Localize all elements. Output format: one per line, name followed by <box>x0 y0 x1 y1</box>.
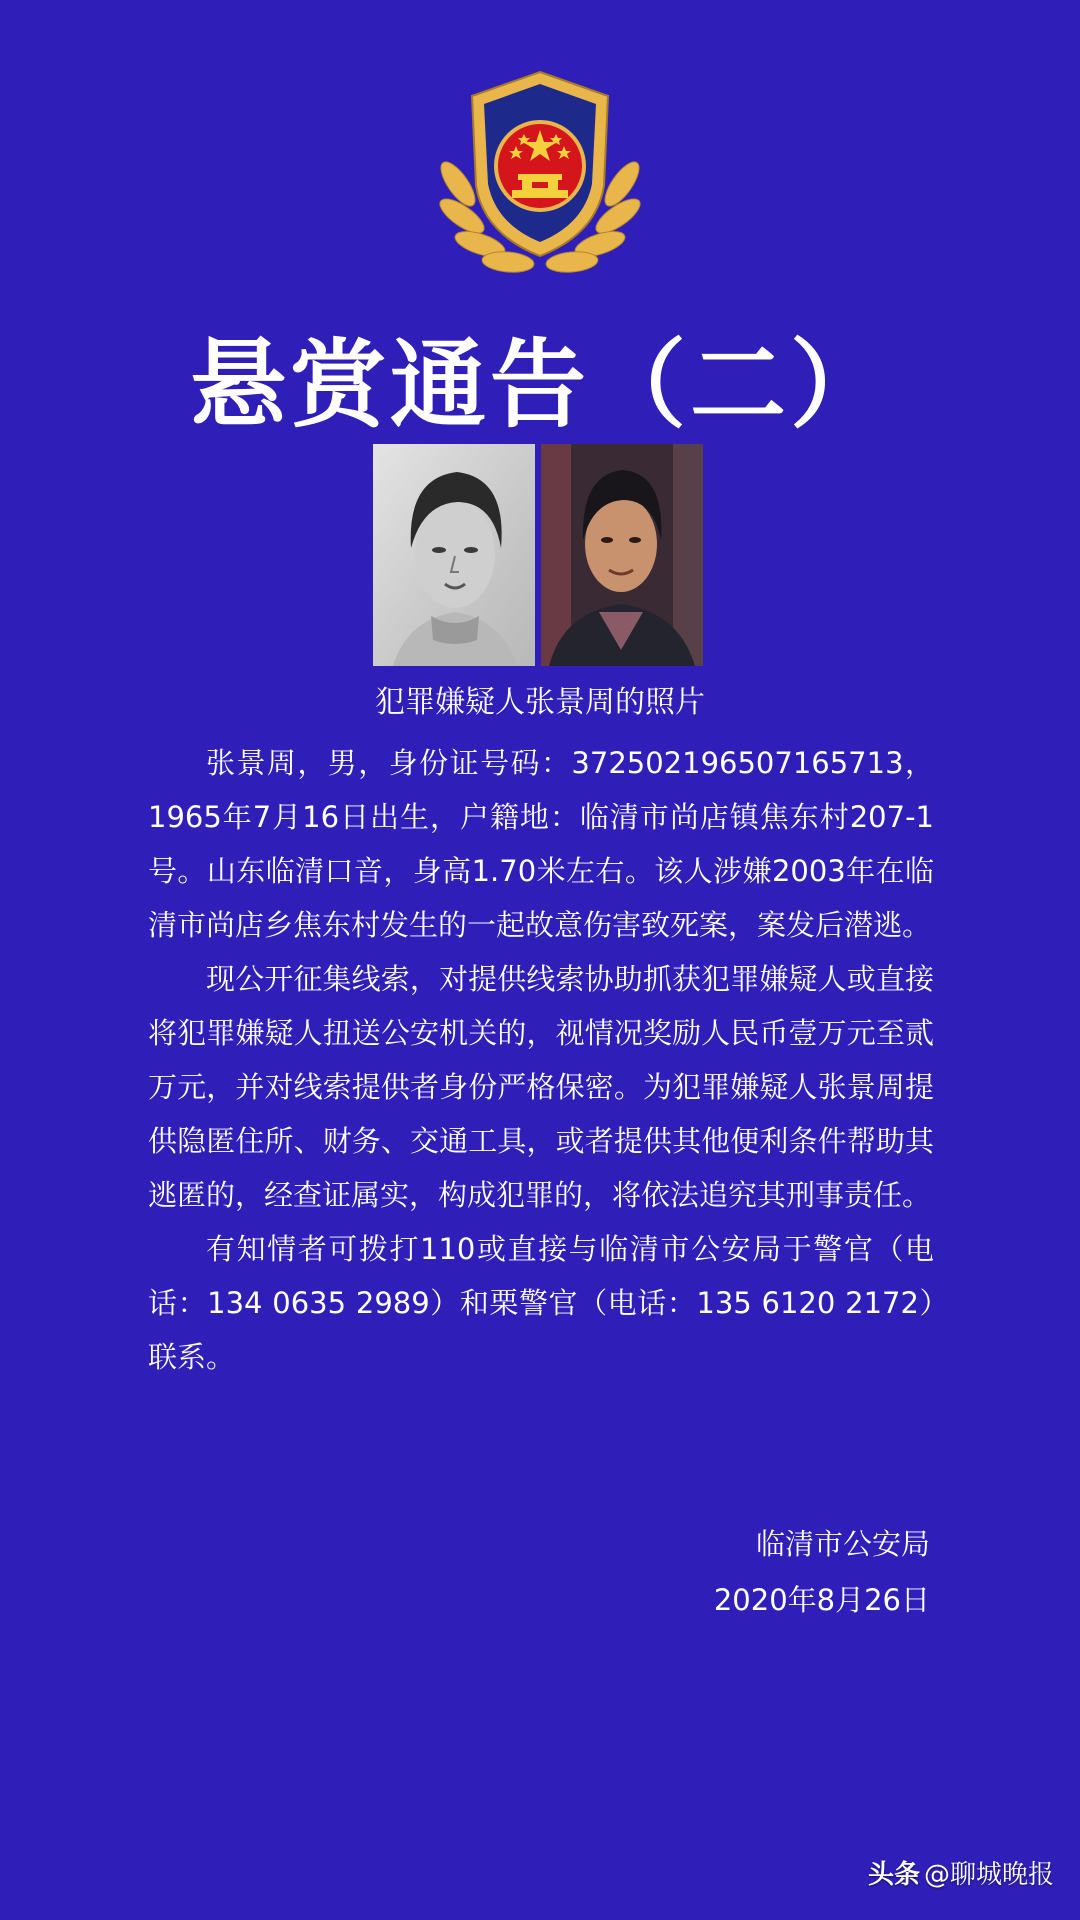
issuer-name: 临清市公安局 <box>755 1527 930 1561</box>
notice-title: 悬赏通告（二） <box>190 328 890 441</box>
signature-block <box>714 1516 930 1628</box>
photo-caption: 犯罪嫌疑人张景周的照片 <box>375 685 705 720</box>
source-watermark <box>868 1858 1054 1892</box>
watermark-brand: 头条 <box>867 1860 920 1890</box>
suspect-portrait-bw <box>373 444 535 666</box>
paragraph-suspect-info: 张景周，男，身份证号码：372502196507165713，1965年7月16日出生，户籍地：临清市尚店镇焦东村207-1号。山东临清口音，身高1.70米左右。该人涉嫌2003年在临清市尚店乡焦东村发生的一起故意伤害致死案，案发后潜逃。 <box>148 746 934 942</box>
paragraph-reward: 现公开征集线索，对提供线索协助抓获犯罪嫌疑人或直接将犯罪嫌疑人扭送公安机关的，视情况奖励人民币壹万元至贰万元，并对线索提供者身份严格保密。为犯罪嫌疑人张景周提供隐匿住所、财务、交通工具，或者提供其他便利条件帮助其逃匿的，经查证属实，构成犯罪的，将依法追究其刑事责任。 <box>148 962 934 1212</box>
notice-body <box>148 736 934 1384</box>
suspect-portrait-color <box>541 444 703 666</box>
issue-date: 2020年8月26日 <box>713 1583 930 1617</box>
police-badge-icon <box>428 66 652 278</box>
suspect-photos <box>373 444 703 666</box>
paragraph-contact: 有知情者可拨打110或直接与临清市公安局于警官（电话：134 0635 2989）和栗警官（电话：135 6120 2172）联系。 <box>148 1232 934 1374</box>
watermark-account: @聊城晚报 <box>923 1860 1054 1890</box>
